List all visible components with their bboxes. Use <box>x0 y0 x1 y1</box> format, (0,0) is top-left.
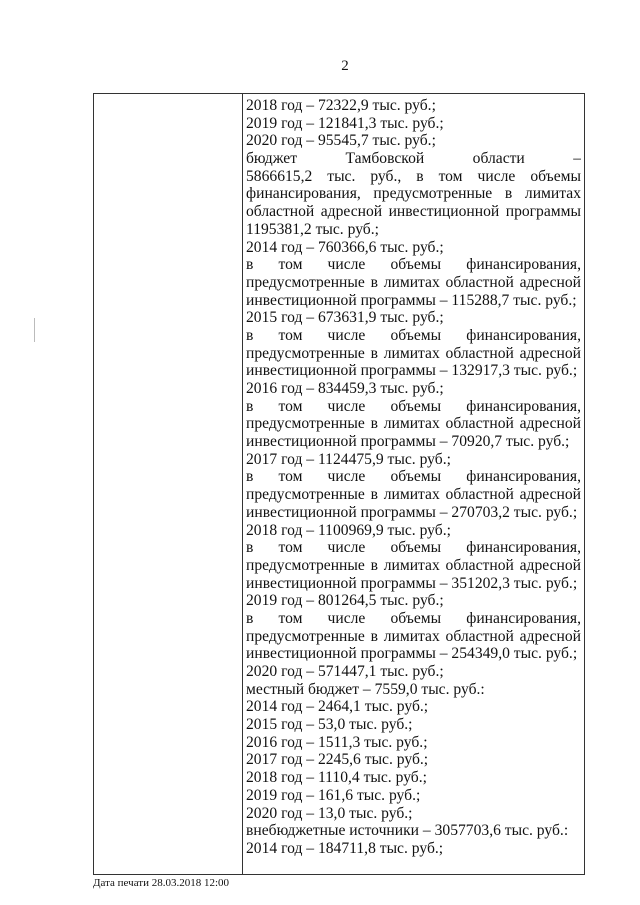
text-line: 2017 год – 1124475,9 тыс. руб.; <box>246 450 451 468</box>
text-line: предусмотренные в лимитах областной адресной <box>246 344 581 362</box>
text-line: местный бюджет – 7559,0 тыс. руб.: <box>246 680 485 698</box>
text-line: 2014 год – 760366,6 тыс. руб.; <box>246 238 444 256</box>
text-line: 2020 год – 571447,1 тыс. руб.; <box>246 663 444 680</box>
funding-table <box>93 93 585 875</box>
text-line: инвестиционной программы – 270703,2 тыс. руб.; <box>246 503 578 521</box>
text-line: финансирования, предусмотренные в лимитах <box>246 185 581 203</box>
text-line: в том числе объемы финансирования, <box>246 609 581 627</box>
text-line: 2019 год – 121841,3 тыс. руб.; <box>246 114 444 132</box>
text-line: в том числе объемы финансирования, <box>246 539 581 557</box>
column-divider <box>242 94 243 874</box>
text-line: 2016 год – 1511,3 тыс. руб.; <box>246 733 428 751</box>
text-line: предусмотренные в лимитах областной адресной <box>246 415 581 433</box>
text-line: предусмотренные в лимитах областной адресной <box>246 273 581 291</box>
text-line: 1195381,2 тыс. руб.; <box>246 220 379 238</box>
text-line: в том числе объемы финансирования, <box>246 326 581 344</box>
text-line: предусмотренные в лимитах областной адресной <box>246 627 581 645</box>
text-line: инвестиционной программы – 351202,3 тыс. руб.; <box>246 574 578 592</box>
text-line: 2015 год – 673631,9 тыс. руб.; <box>246 309 444 327</box>
text-line: 2020 год – 13,0 тыс. руб.; <box>246 804 413 822</box>
text-line: бюджет Тамбовской области – <box>246 150 581 168</box>
text-line: 2014 год – 184711,8 тыс. руб.; <box>246 839 444 857</box>
text-line: 2019 год – 801264,5 тыс. руб.; <box>246 592 444 610</box>
text-line: инвестиционной программы – 132917,3 тыс. руб.; <box>246 362 578 380</box>
text-line: областной адресной инвестиционной программы <box>246 203 581 221</box>
text-line: 2018 год – 72322,9 тыс. руб.; <box>246 97 436 114</box>
text-line: 2018 год – 1110,4 тыс. руб.; <box>246 769 427 787</box>
text-line: 2019 год – 161,6 тыс. руб.; <box>246 786 421 804</box>
funding-text-cell <box>246 97 581 858</box>
text-line: инвестиционной программы – 254349,0 тыс. руб.; <box>246 645 578 663</box>
text-line: в том числе объемы финансирования, <box>246 397 581 415</box>
text-line: 2018 год – 1100969,9 тыс. руб.; <box>246 521 451 539</box>
text-line: в том числе объемы финансирования, <box>246 256 581 274</box>
text-line: предусмотренные в лимитах областной адресной <box>246 486 581 504</box>
page-number: 2 <box>341 58 349 74</box>
text-line: 2017 год – 2245,6 тыс. руб.; <box>246 751 429 769</box>
text-line: 2015 год – 53,0 тыс. руб.; <box>246 716 413 734</box>
text-line: предусмотренные в лимитах областной адресной <box>246 556 581 574</box>
text-line: в том числе объемы финансирования, <box>246 468 581 486</box>
text-line: 2016 год – 834459,3 тыс. руб.; <box>246 380 444 397</box>
text-line: инвестиционной программы – 115288,7 тыс. руб.; <box>246 291 577 309</box>
scan-mark <box>34 318 35 342</box>
text-line: 5866615,2 тыс. руб., в том числе объемы <box>246 167 581 185</box>
text-line: внебюджетные источники – 3057703,6 тыс. руб.: <box>246 822 569 840</box>
text-line: 2020 год – 95545,7 тыс. руб.; <box>246 132 436 150</box>
text-line: 2014 год – 2464,1 тыс. руб.; <box>246 698 429 716</box>
print-date: Дата печати 28.03.2018 12:00 <box>93 877 230 889</box>
text-line: инвестиционной программы – 70920,7 тыс. руб.; <box>246 433 570 451</box>
